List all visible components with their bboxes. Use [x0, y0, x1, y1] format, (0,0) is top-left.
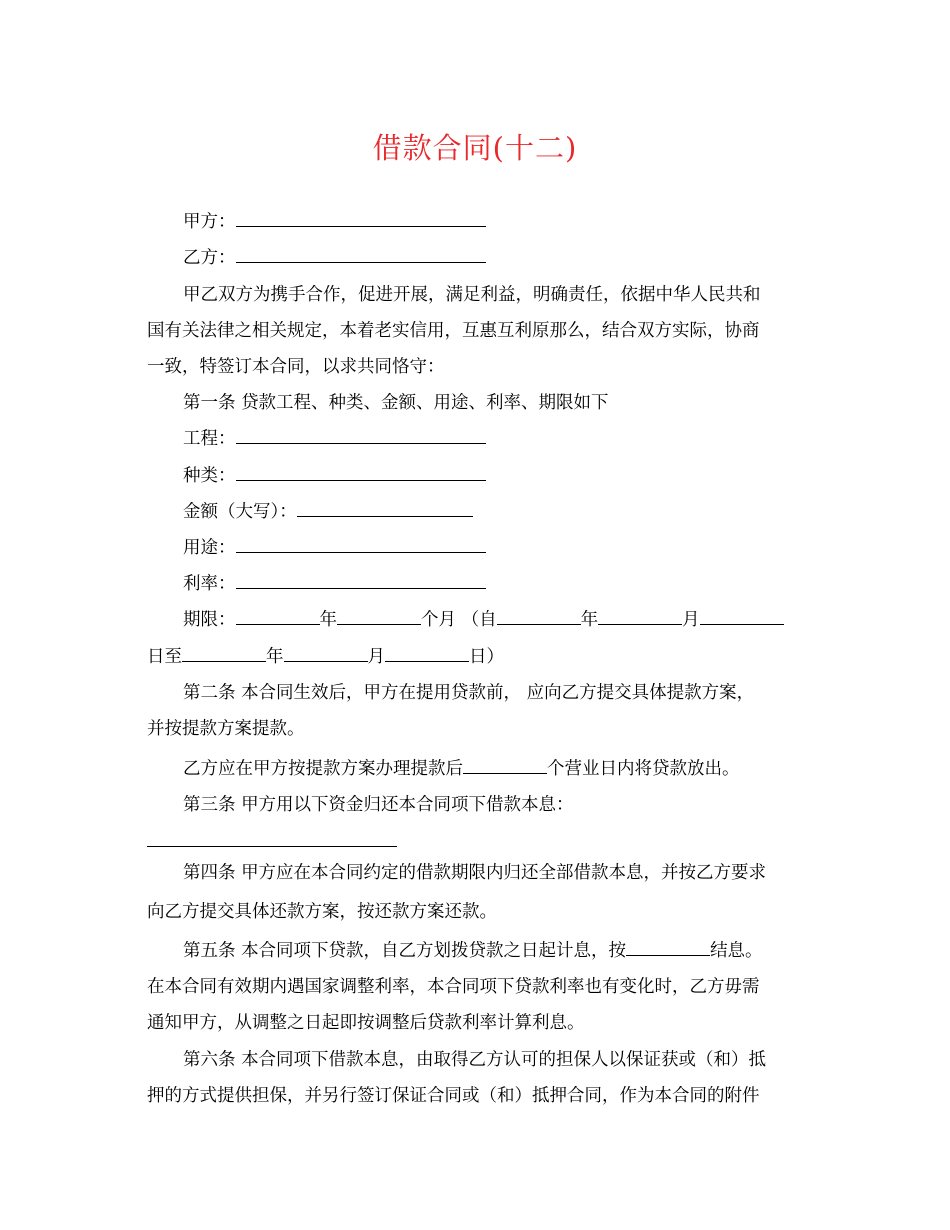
- category-label: 种类：: [183, 466, 236, 486]
- rate-label: 利率：: [183, 574, 236, 594]
- start-month-unit: 月: [682, 610, 700, 630]
- party-b-row: [183, 244, 843, 272]
- term-day-to: 日至: [147, 647, 182, 667]
- article-1-heading: 第一条 贷款工程、种类、金额、用途、利率、期限如下: [183, 393, 609, 413]
- party-b-blank[interactable]: [236, 244, 486, 263]
- article-4-line-1: 第四条 甲方应在本合同约定的借款期限内归还全部借款本息，并按乙方要求: [183, 863, 767, 883]
- disbursement-after: 个营业日内将贷款放出。: [547, 759, 740, 779]
- party-a-label: 甲方：: [183, 212, 236, 232]
- article-5-after: 结息。: [710, 941, 763, 961]
- purpose-blank[interactable]: [236, 534, 486, 553]
- end-day-blank[interactable]: [385, 643, 469, 662]
- start-year-blank[interactable]: [497, 606, 581, 625]
- start-year-unit: 年: [580, 610, 599, 630]
- article-5-line-1: [183, 937, 843, 965]
- term-row-1: [183, 606, 843, 634]
- disbursement-before: 乙方应在甲方按提款方案办理提款后: [183, 759, 463, 779]
- rate-blank[interactable]: [236, 570, 486, 589]
- article-5-before: 第五条 本合同项下贷款，自乙方划拨贷款之日起计息，按: [183, 941, 627, 961]
- document-title: 借款合同(十二): [372, 131, 578, 165]
- amount-row: [183, 498, 843, 526]
- party-b-label: 乙方：: [183, 248, 236, 268]
- party-a-row: [183, 208, 843, 236]
- party-a-blank[interactable]: [236, 208, 486, 227]
- amount-blank[interactable]: [297, 498, 473, 517]
- article-3: 第三条 甲方用以下资金归还本合同项下借款本息：: [183, 795, 574, 815]
- article-4-line-2: 向乙方提交具体还款方案，按还款方案还款。: [147, 902, 497, 922]
- term-years-blank[interactable]: [236, 606, 320, 625]
- term-row-2: [147, 643, 807, 671]
- article-6-line-1: 第六条 本合同项下借款本息，由取得乙方认可的担保人以保证获或（和）抵: [183, 1050, 767, 1070]
- repayment-source-blank[interactable]: [147, 846, 397, 847]
- article-2-line-2: 并按提款方案提款。: [147, 719, 305, 739]
- article-6-line-2: 押的方式提供担保，并另行签订保证合同或（和）抵押合同，作为本合同的附件: [147, 1086, 760, 1106]
- term-day-end: 日）: [469, 647, 504, 667]
- article-5-line-2: 在本合同有效期内遇国家调整利率，本合同项下贷款利率也有变化时，乙方毋需: [147, 977, 760, 997]
- interest-method-blank[interactable]: [626, 937, 710, 956]
- term-months-unit: 个月 （自: [421, 610, 497, 630]
- intro-line-1: 甲乙双方为携手合作，促进开展，满足利益，明确责任，依据中华人民共和: [183, 285, 761, 305]
- disbursement-row: [183, 755, 843, 783]
- start-day-blank[interactable]: [700, 606, 784, 625]
- start-month-blank[interactable]: [598, 606, 682, 625]
- project-row: [183, 425, 843, 453]
- article-2-line-1: 第二条 本合同生效后，甲方在提用贷款前， 应向乙方提交具体提款方案，: [183, 683, 755, 703]
- purpose-row: [183, 534, 843, 562]
- end-year-blank[interactable]: [182, 643, 266, 662]
- intro-line-2: 国有关法律之相关规定，本着老实信用，互惠互利原那么，结合双方实际，协商: [147, 321, 760, 341]
- end-month-blank[interactable]: [284, 643, 368, 662]
- intro-line-3: 一致，特签订本合同，以求共同恪守：: [147, 357, 445, 377]
- term-year-unit: 年: [319, 610, 337, 630]
- end-month-unit: 月: [367, 647, 385, 667]
- rate-row: [183, 570, 843, 598]
- purpose-label: 用途：: [183, 538, 236, 558]
- end-year-unit: 年: [266, 647, 284, 667]
- amount-label: 金额（大写）：: [183, 502, 297, 522]
- term-label: 期限：: [183, 610, 236, 630]
- article-5-line-3: 通知甲方，从调整之日起即按调整后贷款利率计算利息。: [147, 1013, 585, 1033]
- category-row: [183, 462, 843, 490]
- category-blank[interactable]: [236, 462, 486, 481]
- term-months-blank[interactable]: [337, 606, 421, 625]
- business-days-blank[interactable]: [463, 755, 547, 774]
- project-label: 工程：: [183, 429, 236, 449]
- project-blank[interactable]: [236, 425, 486, 444]
